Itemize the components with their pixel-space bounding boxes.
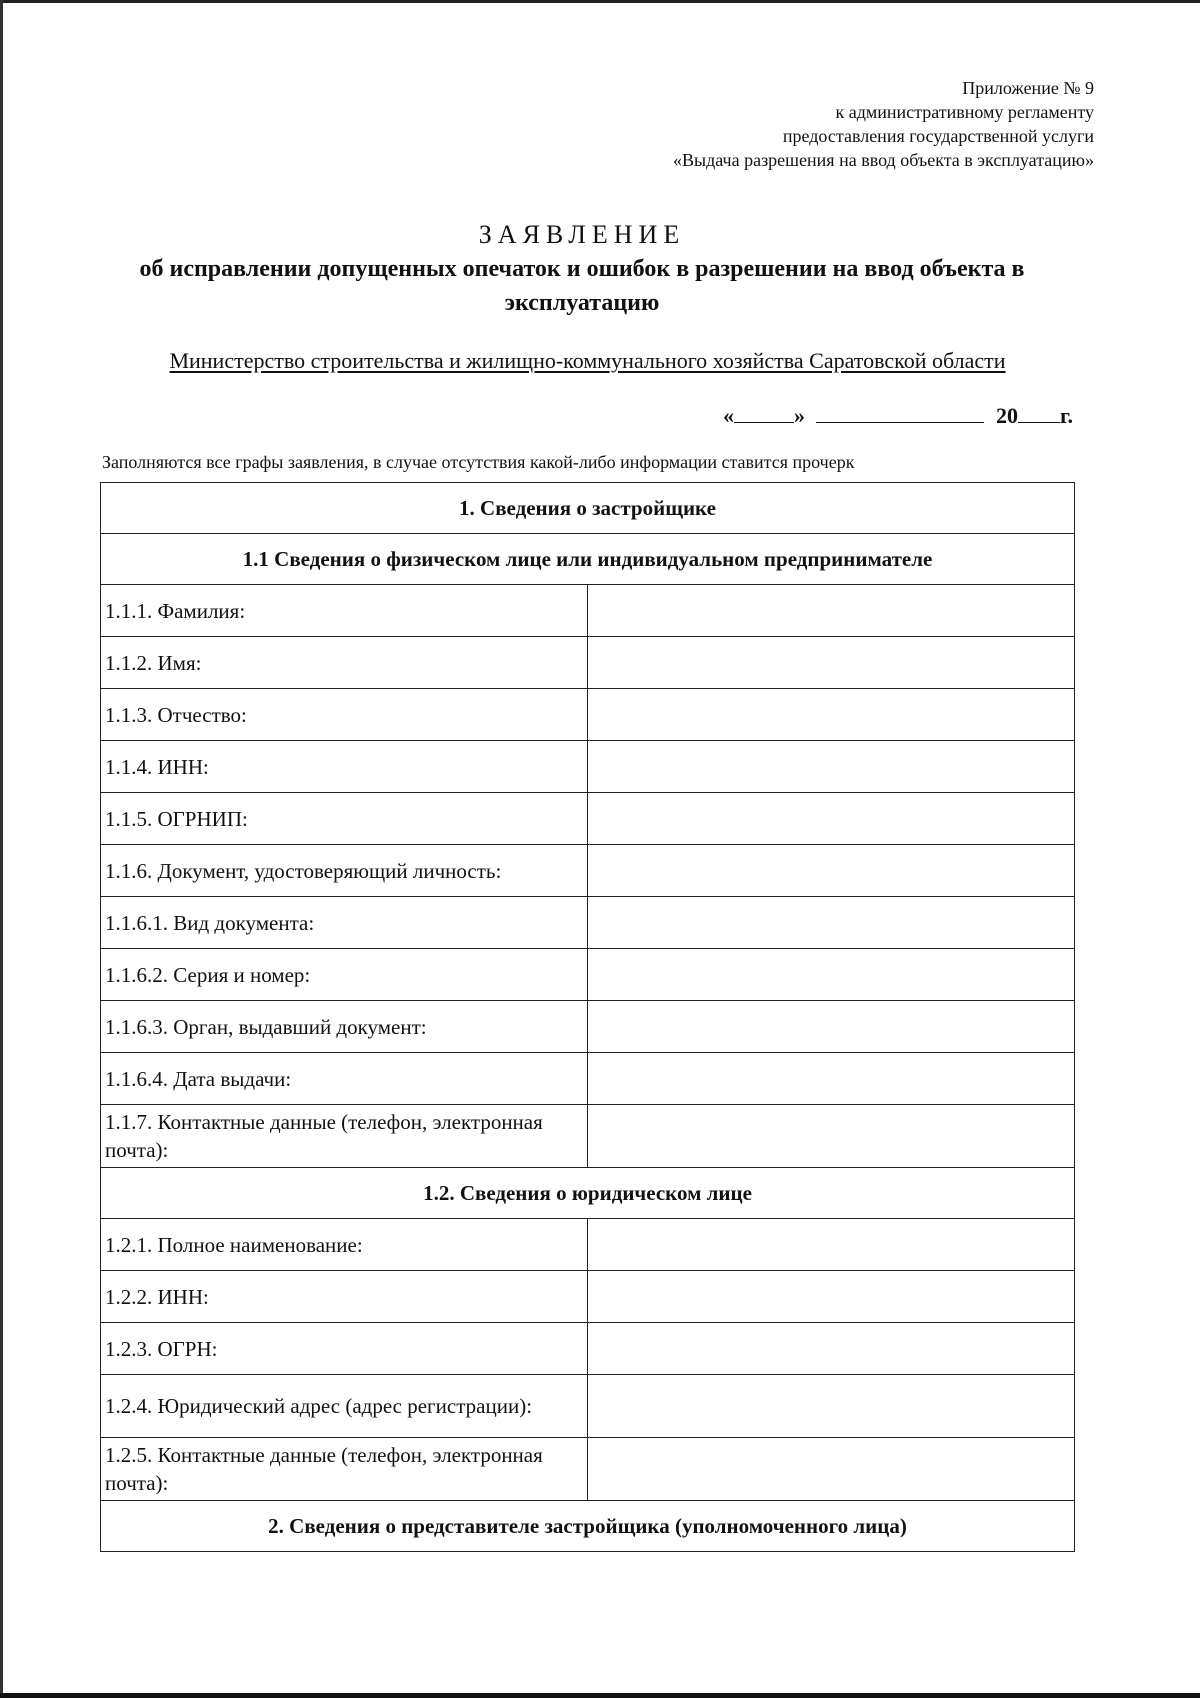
field-value-surname[interactable] — [588, 585, 1075, 637]
section-individual-info: 1.1 Сведения о физическом лице или индивидуальном предпринимателе — [101, 534, 1075, 585]
table-row — [101, 741, 1075, 793]
field-label-legal-address: 1.2.4. Юридический адрес (адрес регистрации): — [101, 1375, 588, 1438]
field-label-document-type: 1.1.6.1. Вид документа: — [101, 897, 588, 949]
application-form-table — [100, 482, 1075, 1552]
section-developer-info: 1. Сведения о застройщике — [101, 483, 1075, 534]
table-row — [101, 1001, 1075, 1053]
field-label-full-name: 1.2.1. Полное наименование: — [101, 1219, 588, 1271]
field-value-inn[interactable] — [588, 741, 1075, 793]
table-row — [101, 1053, 1075, 1105]
field-value-legal-address[interactable] — [588, 1375, 1075, 1438]
field-value-full-name[interactable] — [588, 1219, 1075, 1271]
fill-instruction: Заполняются все графы заявления, в случае отсутствия какой-либо информации ставится прочерк — [102, 452, 855, 472]
table-row — [101, 1105, 1075, 1168]
scan-edge-bottom — [0, 1693, 1200, 1698]
table-row — [101, 1375, 1075, 1438]
field-label-name: 1.1.2. Имя: — [101, 637, 588, 689]
field-value-ogrn[interactable] — [588, 1323, 1075, 1375]
table-row — [101, 1219, 1075, 1271]
document-subtitle: об исправлении допущенных опечаток и ошибок в разрешении на ввод объекта в эксплуатацию — [139, 256, 1025, 316]
table-row — [101, 897, 1075, 949]
section-legal-entity-info: 1.2. Сведения о юридическом лице — [101, 1168, 1075, 1219]
field-label-surname: 1.1.1. Фамилия: — [101, 585, 588, 637]
table-row — [101, 793, 1075, 845]
year-prefix: 20 — [995, 403, 1018, 428]
field-label-issue-date: 1.1.6.4. Дата выдачи: — [101, 1053, 588, 1105]
field-label-ogrnip: 1.1.5. ОГРНИП: — [101, 793, 588, 845]
document-title: ЗАЯВЛЕНИЕ — [478, 220, 686, 249]
appendix-regulation: к административному регламенту — [835, 102, 1094, 122]
field-value-issue-date[interactable] — [588, 1053, 1075, 1105]
field-value-document-type[interactable] — [588, 897, 1075, 949]
day-blank[interactable] — [734, 402, 794, 423]
field-value-name[interactable] — [588, 637, 1075, 689]
field-label-ogrn: 1.2.3. ОГРН: — [101, 1323, 588, 1375]
ministry-name-text: Министерство строительства и жилищно-коммунального хозяйства Саратовской области — [169, 348, 1006, 373]
field-label-inn: 1.1.4. ИНН: — [101, 741, 588, 793]
table-row — [101, 585, 1075, 637]
field-label-patronymic: 1.1.3. Отчество: — [101, 689, 588, 741]
scan-edge-left — [0, 0, 3, 1698]
table-row — [101, 1438, 1075, 1501]
field-label-contacts: 1.1.7. Контактные данные (телефон, электронная почта): — [101, 1105, 588, 1168]
field-value-legal-contacts[interactable] — [588, 1438, 1075, 1501]
field-value-ogrnip[interactable] — [588, 793, 1075, 845]
appendix-header — [673, 76, 1094, 172]
table-row — [101, 949, 1075, 1001]
date-close-quote: » — [793, 403, 805, 428]
field-value-contacts[interactable] — [588, 1105, 1075, 1168]
section-representative-info: 2. Сведения о представителе застройщика (уполномоченного лица) — [101, 1501, 1075, 1552]
year-suffix: г. — [1059, 403, 1073, 428]
year-blank[interactable] — [1018, 402, 1060, 423]
field-value-series-number[interactable] — [588, 949, 1075, 1001]
field-label-identity-document: 1.1.6. Документ, удостоверяющий личность: — [101, 845, 588, 897]
appendix-service-name: «Выдача разрешения на ввод объекта в эксплуатацию» — [673, 150, 1094, 170]
field-value-issuing-authority[interactable] — [588, 1001, 1075, 1053]
field-label-series-number: 1.1.6.2. Серия и номер: — [101, 949, 588, 1001]
date-line — [723, 402, 1073, 429]
table-row — [101, 637, 1075, 689]
month-blank[interactable] — [816, 402, 984, 423]
date-open-quote: « — [722, 403, 734, 428]
ministry-name — [0, 348, 1175, 374]
field-label-legal-contacts: 1.2.5. Контактные данные (телефон, электронная почта): — [101, 1438, 588, 1501]
field-value-identity-document[interactable] — [588, 845, 1075, 897]
appendix-number: Приложение № 9 — [962, 78, 1094, 98]
appendix-service: предоставления государственной услуги — [782, 126, 1094, 146]
field-label-legal-inn: 1.2.2. ИНН: — [101, 1271, 588, 1323]
field-value-patronymic[interactable] — [588, 689, 1075, 741]
table-row — [101, 845, 1075, 897]
table-row — [101, 1323, 1075, 1375]
scan-edge-top — [0, 0, 1200, 3]
table-row — [101, 689, 1075, 741]
field-value-legal-inn[interactable] — [588, 1271, 1075, 1323]
table-row — [101, 1271, 1075, 1323]
field-label-issuing-authority: 1.1.6.3. Орган, выдавший документ: — [101, 1001, 588, 1053]
